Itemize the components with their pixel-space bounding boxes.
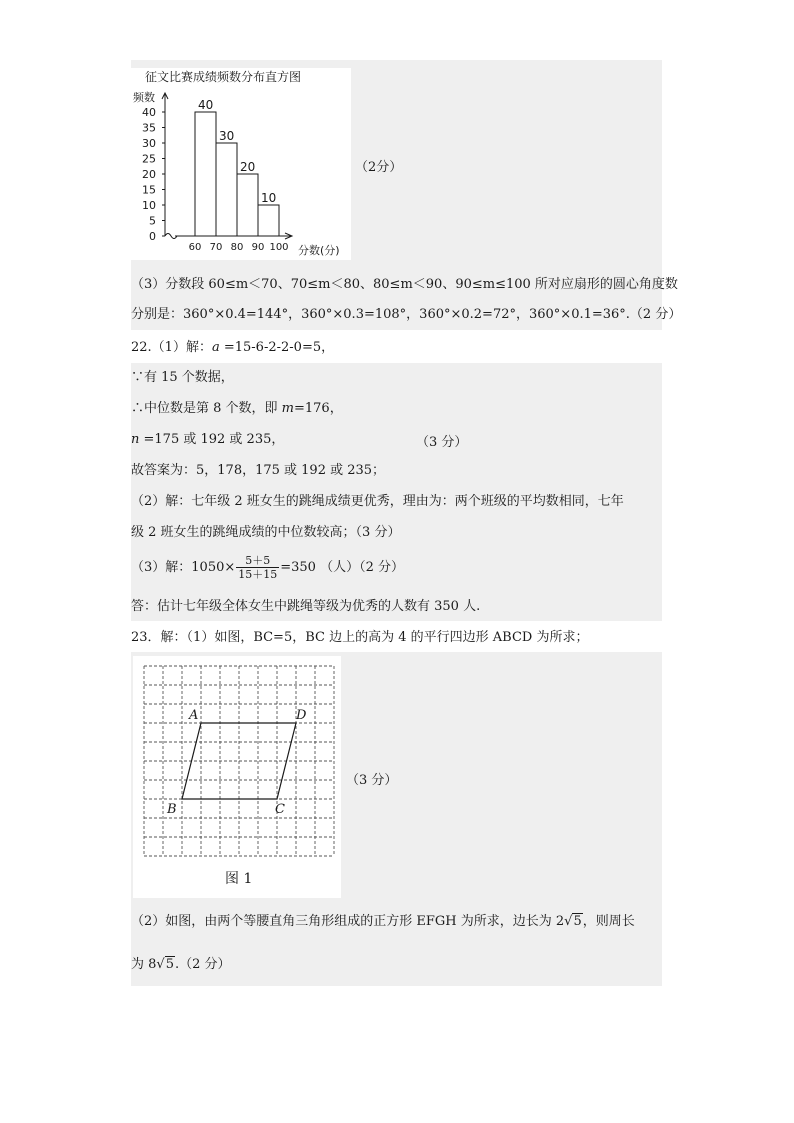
y-tick-label: 20 — [142, 168, 156, 181]
sqrt-expression: √5 — [156, 957, 174, 972]
y-tick-label: 15 — [142, 183, 156, 197]
q22-line6: （2）解：七年级 2 班女生的跳绳成绩更优秀，理由为：两个班级的平均数相同，七年 — [131, 494, 624, 509]
q22-line1-var: a — [211, 340, 220, 355]
histogram-bar — [237, 174, 258, 236]
sqrt-expression: √5 — [564, 914, 582, 929]
q22-line1-prefix: 22.（1）解： — [131, 340, 212, 355]
q22-line1 — [131, 339, 334, 357]
q23-line2 — [131, 913, 635, 931]
q22-line3 — [131, 400, 343, 418]
histogram-bar — [258, 205, 279, 236]
fraction-numerator: 5＋5 — [236, 554, 279, 568]
figure-1-panel — [133, 656, 341, 898]
q22-line4-score: （3 分） — [416, 435, 468, 450]
q22-line8-prefix: （3）解：1050× — [131, 560, 236, 575]
q23-line1: 23．解：（1）如图，BC=5，BC 边上的高为 4 的平行四边形 ABCD 为所求； — [131, 630, 589, 645]
histogram-chart — [131, 68, 351, 260]
q22-line8 — [131, 552, 404, 584]
y-tick-label: 0 — [149, 230, 156, 243]
histogram-score: （2分） — [355, 160, 403, 175]
parallelogram-figure — [133, 656, 341, 898]
q23-line3-rest: .（2 分） — [174, 957, 231, 972]
x-tick-label: 70 — [209, 242, 223, 253]
q23-line2-prefix: （2）如图，由两个等腰直角三角形组成的正方形 EFGH 为所求，边长为 2 — [131, 914, 565, 929]
y-tick-label: 25 — [142, 152, 156, 166]
q21-3-line1: （3）分数段 60≤m＜70、70≤m＜80、80≤m＜90、90≤m≤100 所对应扇形的圆心角度数 — [131, 277, 678, 292]
bar-data-label: 20 — [240, 160, 256, 174]
q22-line4-rest: =175 或 192 或 235， — [139, 432, 285, 447]
x-tick-label: 80 — [230, 242, 244, 253]
q22-line2: ∵有 15 个数据， — [131, 370, 234, 385]
bar-data-label: 40 — [198, 98, 214, 112]
y-axis-label: 频数 — [133, 91, 155, 104]
q21-3-line2: 分别是：360°×0.4=144°，360°×0.3=108°，360°×0.2=72°，360°×0.1=36°.（2 分） — [131, 307, 682, 322]
chart-title: 征文比赛成绩频数分布直方图 — [145, 70, 302, 84]
y-tick-label: 35 — [142, 121, 156, 135]
q22-line3-rest: =176， — [294, 401, 343, 416]
vertex-label-d: D — [296, 708, 307, 723]
sqrt-radicand: 5 — [165, 957, 174, 972]
y-tick-label: 40 — [142, 106, 156, 119]
q23-line3 — [131, 956, 231, 974]
bar-data-label: 30 — [219, 129, 235, 143]
y-tick-label: 10 — [142, 199, 156, 212]
q22-line8-rest: =350 （人）（2 分） — [280, 560, 404, 575]
vertex-label-a: A — [189, 708, 199, 723]
q23-line3-prefix: 为 8 — [131, 957, 157, 972]
figure-caption: 图 1 — [225, 871, 253, 887]
x-tick-label: 100 — [269, 242, 289, 253]
q22-line1-rest: =15-6-2-2-0=5， — [219, 340, 335, 355]
x-tick-label: 90 — [251, 242, 265, 253]
fraction — [236, 554, 279, 581]
q22-line3-prefix: ∴中位数是第 8 个数，即 — [131, 401, 282, 416]
q22-line9: 答：估计七年级全体女生中跳绳等级为优秀的人数有 350 人. — [131, 599, 481, 614]
x-tick-label: 60 — [188, 242, 202, 253]
q22-line4-var: n — [131, 432, 140, 447]
fraction-denominator: 15＋15 — [238, 568, 278, 581]
vertex-label-b: B — [167, 802, 177, 817]
sqrt-radicand: 5 — [573, 914, 582, 929]
histogram-bar — [216, 143, 237, 236]
bar-data-label: 10 — [261, 191, 277, 205]
y-tick-label: 30 — [142, 137, 156, 150]
q22-line5: 故答案为：5，178，175 或 192 或 235； — [131, 463, 386, 478]
histogram-bar — [195, 112, 216, 236]
q23-line2-rest: ，则周长 — [582, 914, 635, 929]
vertex-label-c: C — [275, 802, 285, 817]
q22-line7: 级 2 班女生的跳绳成绩的中位数较高；（3 分） — [131, 525, 401, 540]
q22-line4 — [131, 431, 284, 449]
histogram-panel — [131, 68, 351, 260]
x-axis-label: 分数(分) — [298, 244, 340, 257]
q23-score1: （3 分） — [346, 773, 398, 788]
y-tick-label: 5 — [149, 214, 156, 228]
q22-line3-var: m — [281, 401, 294, 416]
